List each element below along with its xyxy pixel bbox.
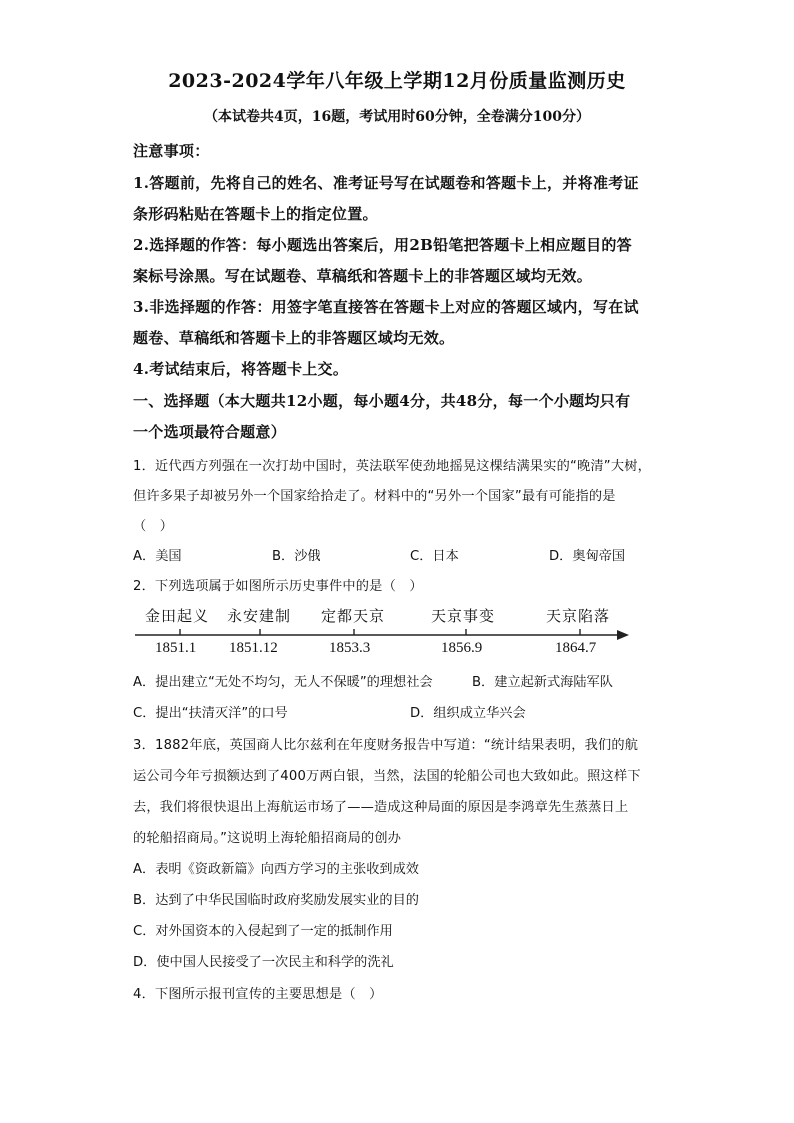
timeline-date-label: 1851.1 — [155, 640, 197, 656]
timeline-date-label: 1864.7 — [555, 640, 597, 656]
question-1-option-d: D．奥匈帝国 — [549, 549, 626, 564]
timeline-event-label: 定都天京 — [321, 607, 386, 625]
question-1-stem: 1．近代西方列强在一次打劫中国时，英法联军使劲地摇晃这棵结满果实的“晚清”大树， — [133, 459, 651, 474]
notes-heading: 注意事项： — [133, 142, 210, 160]
question-3-option-b: B．达到了中华民国临时政府奖励发展实业的目的 — [133, 893, 419, 908]
question-3-option-c: C．对外国资本的入侵起到了一定的抵制作用 — [133, 924, 393, 939]
question-2-option-d: D．组织成立华兴会 — [410, 706, 526, 721]
question-2-option-b: B．建立起新式海陆军队 — [472, 675, 613, 690]
timeline-event-label: 天京事变 — [431, 607, 496, 625]
section-heading: 一、选择题（本大题共12小题，每小题4分，共48分，每一个小题均只有 — [133, 392, 631, 410]
question-3-stem: 3．1882年底，英国商人比尔兹利在年度财务报告中写道：“统计结果表明，我们的航 — [133, 738, 639, 753]
question-1-option-c: C．日本 — [410, 549, 459, 564]
notes-line: 3.非选择题的作答：用签字笔直接答在答题卡上对应的答题区域内，写在试 — [133, 298, 639, 316]
question-3-stem: 运公司今年亏损额达到了400万两白银，当然，法国的轮船公司也大致如此。照这样下 — [133, 769, 641, 784]
question-2-option-a: A．提出建立“无处不均匀，无人不保暖”的理想社会 — [133, 675, 433, 690]
question-3-option-a: A．表明《资政新篇》向西方学习的主张收到成效 — [133, 862, 419, 877]
question-3-stem: 去，我们将很快退出上海航运市场了——造成这种局面的原因是李鸿章先生蒸蒸日上 — [133, 800, 629, 815]
notes-line: 4.考试结束后，将答题卡上交。 — [133, 360, 349, 378]
notes-line: 条形码粘贴在答题卡上的指定位置。 — [133, 205, 378, 223]
page-title: 2023-2024学年八年级上学期12月份质量监测历史 — [168, 70, 626, 92]
notes-line: 题卷、草稿纸和答题卡上的非答题区域均无效。 — [133, 329, 455, 347]
question-3-stem: 的轮船招商局。”这说明上海轮船招商局的创办 — [133, 831, 402, 846]
timeline-event-label: 天京陷落 — [546, 607, 611, 625]
timeline-event-label: 金田起义 — [145, 607, 210, 625]
notes-line: 案标号涂黑。写在试题卷、草稿纸和答题卡上的非答题区域均无效。 — [133, 267, 593, 285]
notes-line: 1.答题前，先将自己的姓名、准考证号写在试题卷和答题卡上，并将准考证 — [133, 174, 639, 192]
exam-info-subtitle: （本试卷共4页，16题，考试用时60分钟，全卷满分100分） — [204, 109, 590, 125]
question-2-stem: 2．下列选项属于如图所示历史事件中的是（ ） — [133, 579, 423, 594]
timeline-date-label: 1856.9 — [441, 640, 483, 656]
question-4-stem: 4．下图所示报刊宣传的主要思想是（ ） — [133, 987, 383, 1002]
question-1-stem: 但许多果子却被另外一个国家给拾走了。材料中的“另外一个国家”最有可能指的是 — [133, 489, 616, 504]
timeline-date-label: 1853.3 — [329, 640, 371, 656]
question-1-option-a: A．美国 — [133, 549, 182, 564]
timeline-event-label: 永安建制 — [227, 607, 292, 625]
taiping-timeline — [133, 598, 633, 668]
question-3-option-d: D．使中国人民接受了一次民主和科学的洗礼 — [133, 955, 394, 970]
question-2-option-c: C．提出“扶清灭洋”的口号 — [133, 706, 288, 721]
notes-line: 2.选择题的作答：每小题选出答案后，用2B铅笔把答题卡上相应题目的答 — [133, 236, 632, 254]
question-1-option-b: B．沙俄 — [272, 549, 321, 564]
timeline-date-label: 1851.12 — [229, 640, 278, 656]
question-1-stem: （ ） — [133, 519, 174, 534]
section-heading: 一个选项最符合题意） — [133, 423, 287, 441]
